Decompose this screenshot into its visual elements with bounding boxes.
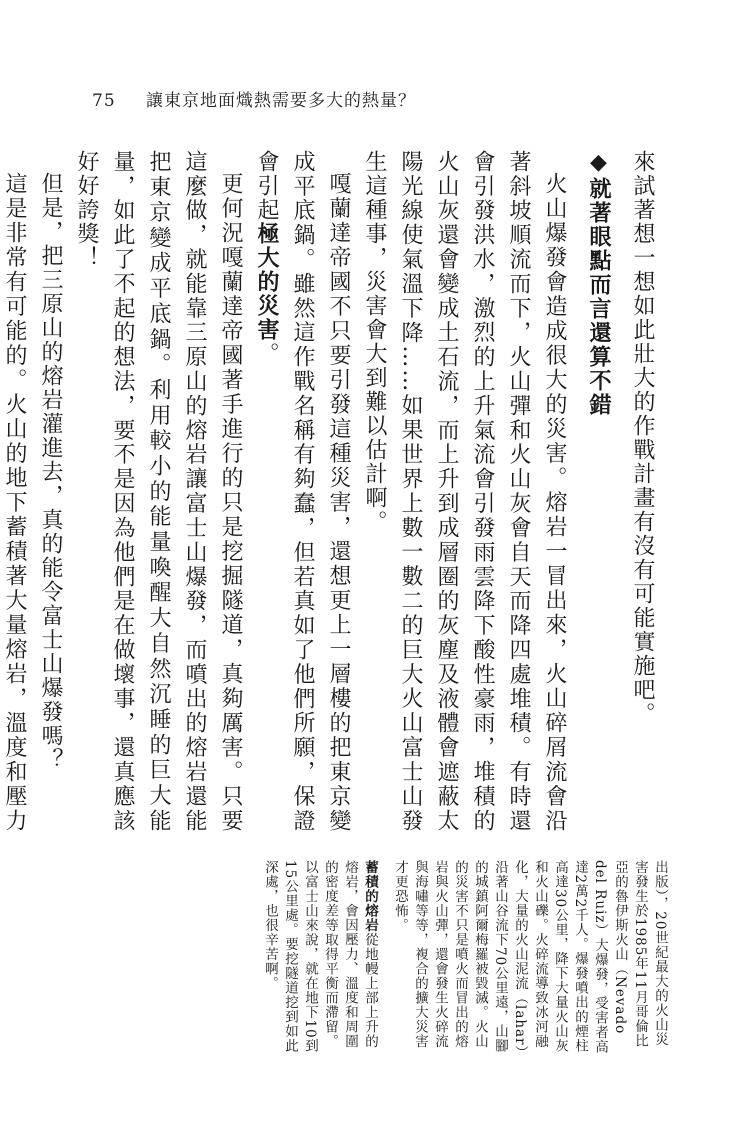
footnote-title: 蓄積的熔岩 (362, 860, 378, 933)
paragraph-text: 嘎蘭達帝國不只要引發這種災害，還想更上一層樓的把東京變成平底鍋。雖然這作戰名稱有夠蠢，但若真如了他們所願，保證會引起 (254, 150, 351, 833)
footnote-magma (260, 860, 380, 1055)
paragraph-empire-plan (248, 150, 356, 833)
paragraph-text: 。 (254, 342, 279, 366)
paragraph-question: 但是，把三原山的熔岩灌進去，真的能令富士山爆發嗎？ (38, 172, 63, 772)
paragraph-tunnel: 更何況嘎蘭達帝國著手進行的只是挖掘隧道，真夠厲害。只要這麼做，就能靠三原山的熔岩讓富士山爆發，而噴出的熔岩還能把東京變成平底鍋。利用較小的能量喚醒大自然沉睡的巨大能量，如此了不起的想法，要不是因為他們是在做壞事，還真應該好好誇獎！ (74, 150, 243, 833)
footnote-text: 從地幔上部上升的熔岩，會因壓力、溫度和周圍的密度差等取得平衡而滯留。以富士山來說，就在地下10到15公里處。要挖隧道挖到如此深處，也很辛苦啊。 (262, 860, 378, 1054)
footnotes (262, 860, 670, 1055)
section-heading: ◆就著眼點而言還算不錯 (586, 150, 611, 417)
page-number: 75 (92, 91, 116, 111)
chapter-title: 讓東京地面熾熱需要多大的熱量？ (146, 91, 417, 111)
running-header (92, 86, 652, 111)
main-text (2, 150, 660, 833)
bold-term: 極大的災害 (254, 222, 279, 342)
paragraph-intro: 來試著想一想如此壯大的作戰計畫有沒有可能實施吧。 (630, 150, 655, 726)
paragraph-text: 這是非常有可能的。火山的地下蓄積著大量熔岩，溫度和壓力 (2, 172, 27, 833)
paragraph-disaster: 火山爆發會造成很大的災害。熔岩一冒出來，火山碎屑流會沿著斜坡順流而下，火山彈和火山灰會自天而降四處堆積。有時還會引發洪水，激烈的上升氣流會引發雨雲降下酸性豪雨，堆積的火山灰還會變成土石流，而上升到成層圈的灰塵及液體會遮蔽太陽光線使氣溫下降……如果世界上數一數二的巨大火山富士山發生這種事，災害會大到難以估計啊。 (362, 150, 567, 833)
paragraph-answer (0, 150, 32, 833)
footnote-continued: 出版），20世紀最大的火山災害發生於1985年11月哥倫比亞的魯伊斯火山（Nevado del Ruiz）大爆發，受害者高達2萬2千人。爆發噴出的煙柱高達30公里，降下大量火山灰和火山礫。火碎流導致冰河融化，大量的火山泥流（lahar）沿著山谷流下70公里遠，山腳的城鎮阿爾梅羅被毀滅。火山的災害不只是噴火而冒出的熔岩與火山彈，還會發生火碎流與海嘯等等，複合的擴大災害才更恐怖。 (392, 860, 668, 1055)
